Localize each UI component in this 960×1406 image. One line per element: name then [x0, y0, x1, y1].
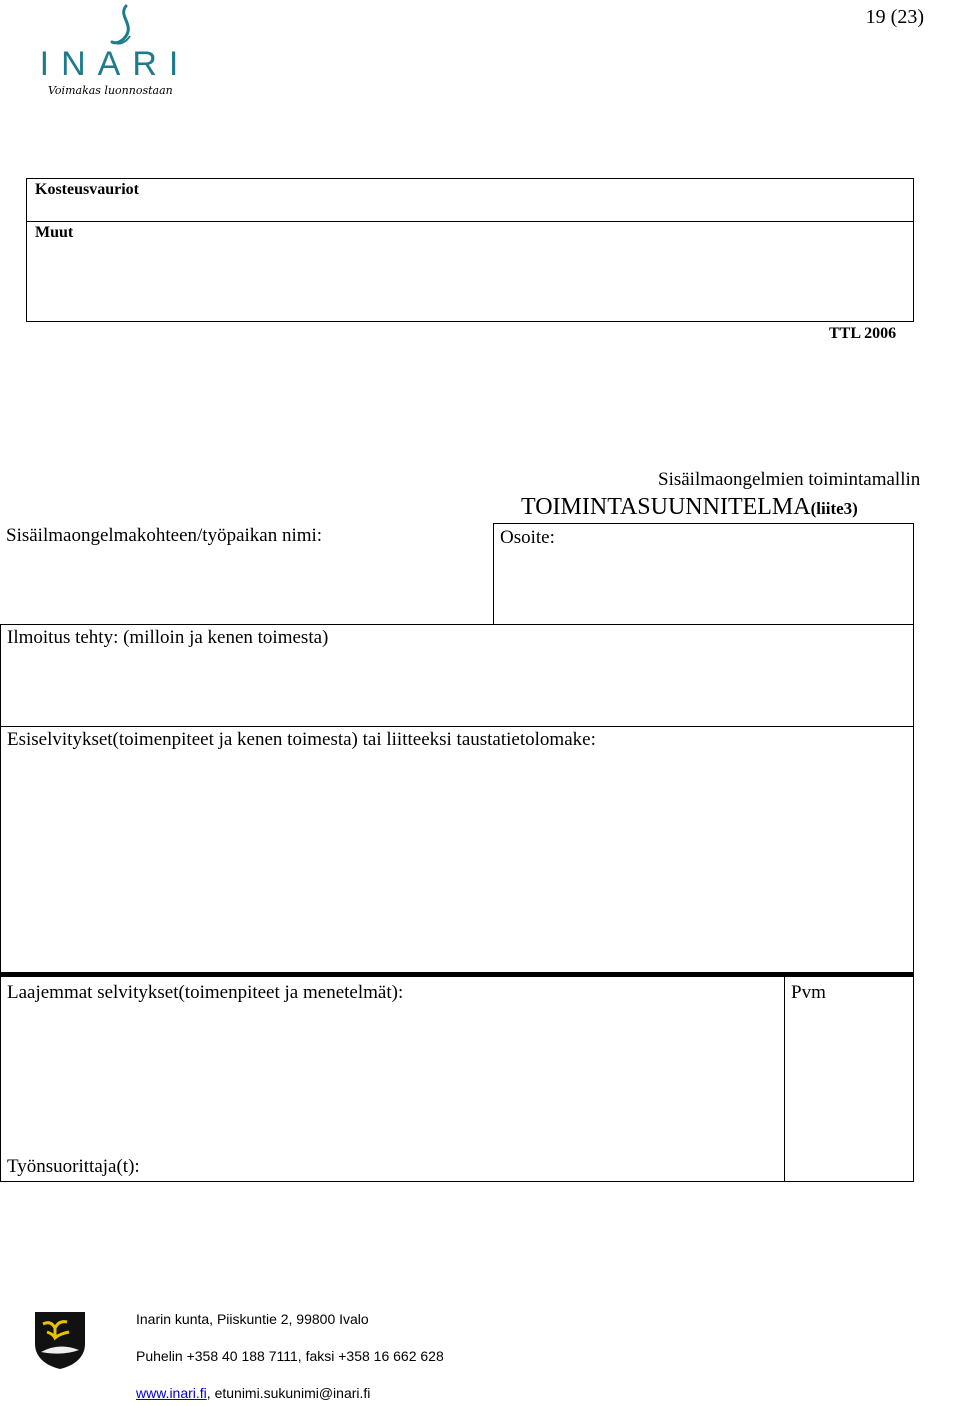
notification-label: Ilmoitus tehty: (milloin ja kenen toimesta): [7, 627, 329, 648]
coat-of-arms-icon: [33, 1310, 87, 1370]
moisture-table: [26, 178, 914, 322]
form-title: [521, 494, 858, 521]
extended-field[interactable]: [0, 977, 785, 1182]
performer-label: Työnsuorittaja(t):: [7, 1156, 140, 1177]
moisture-damage-label: Kosteusvauriot: [35, 181, 139, 198]
table-divider: [27, 221, 913, 222]
notification-field[interactable]: [0, 624, 914, 727]
footer-email: , etunimi.sukunimi@inari.fi: [206, 1385, 371, 1401]
footer-phone: Puhelin +358 40 188 7111, faksi +358 16 662 628: [136, 1348, 444, 1364]
inari-logo: [30, 2, 200, 97]
logo-wordmark: INARI: [39, 45, 191, 83]
logo-slogan: Voimakas luonnostaan: [48, 84, 173, 97]
address-field[interactable]: [493, 523, 914, 625]
source-note: TTL 2006: [829, 325, 897, 342]
page-number: 19 (23): [865, 6, 924, 28]
other-label: Muut: [35, 224, 74, 241]
address-label: Osoite:: [500, 527, 555, 548]
website-link[interactable]: www.inari.fi: [136, 1385, 207, 1401]
footer-address: Inarin kunta, Piiskuntie 2, 99800 Ivalo: [136, 1311, 369, 1327]
footer-contact: [136, 1385, 370, 1401]
form-title-suffix: (liite3): [810, 499, 858, 518]
date-field[interactable]: [784, 977, 914, 1182]
form-title-main: TOIMINTASUUNNITELMA: [521, 494, 811, 520]
site-name-label: Sisäilmaongelmakohteen/työpaikan nimi:: [6, 525, 323, 546]
preliminary-field[interactable]: [0, 726, 914, 974]
extended-label: Laajemmat selvitykset(toimenpiteet ja menetelmät):: [7, 982, 404, 1003]
preliminary-label: Esiselvitykset(toimenpiteet ja kenen toimesta) tai liitteeksi taustatietolomake:: [7, 729, 596, 750]
form-subtitle: Sisäilmaongelmien toimintamallin: [658, 469, 921, 490]
date-label: Pvm: [791, 982, 826, 1003]
